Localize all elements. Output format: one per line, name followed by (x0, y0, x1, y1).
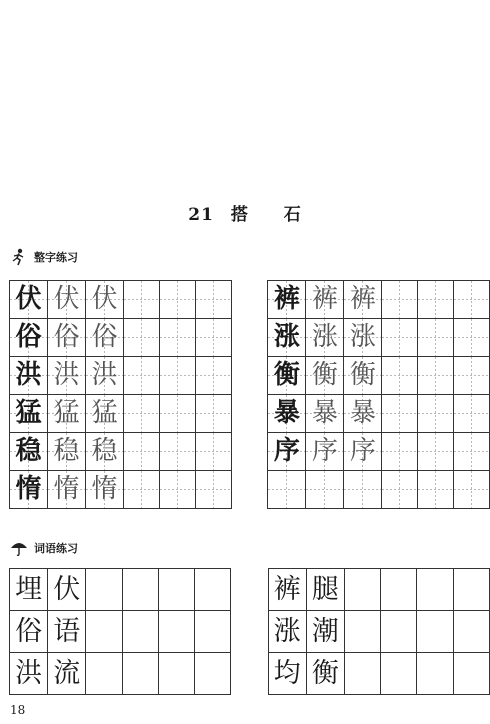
practice-cell[interactable] (159, 395, 195, 433)
practice-cell[interactable] (418, 395, 454, 433)
word-character: 潮 (311, 616, 339, 647)
word-practice-row (10, 653, 490, 695)
model-character: 涨 (273, 322, 300, 352)
practice-cell (86, 471, 124, 509)
trace-character: 衡 (349, 360, 376, 390)
practice-cell (268, 357, 306, 395)
practice-cell (10, 471, 48, 509)
practice-cell (48, 569, 86, 611)
practice-cell[interactable] (122, 653, 158, 695)
practice-cell[interactable] (418, 357, 454, 395)
practice-cell[interactable] (159, 319, 195, 357)
char-practice-row (10, 357, 490, 395)
practice-cell (306, 281, 344, 319)
practice-cell[interactable] (453, 611, 489, 653)
practice-cell (268, 433, 306, 471)
practice-cell[interactable] (195, 395, 231, 433)
practice-cell[interactable] (86, 611, 122, 653)
practice-cell (86, 433, 124, 471)
grid-separator (231, 653, 268, 695)
practice-cell[interactable] (454, 433, 490, 471)
grid-separator (231, 281, 268, 319)
practice-cell (48, 653, 86, 695)
model-character: 暴 (273, 398, 300, 428)
practice-cell (10, 319, 48, 357)
lesson-title-char-1: 搭 (230, 205, 249, 225)
practice-cell (306, 653, 344, 695)
model-character: 裤 (273, 284, 300, 314)
word-character: 俗 (15, 616, 43, 647)
practice-cell (344, 395, 382, 433)
word-character: 涨 (273, 616, 301, 647)
trace-character: 裤 (311, 284, 338, 314)
practice-cell[interactable] (382, 471, 418, 509)
practice-cell (306, 569, 344, 611)
practice-cell[interactable] (195, 653, 231, 695)
page-number: 18 (10, 703, 26, 717)
practice-cell[interactable] (381, 653, 417, 695)
practice-cell (344, 281, 382, 319)
word-character: 腿 (311, 574, 339, 605)
practice-cell[interactable] (454, 281, 490, 319)
trace-character: 猛 (53, 398, 80, 428)
word-practice-row (10, 569, 490, 611)
practice-cell[interactable] (344, 569, 380, 611)
practice-cell (10, 611, 48, 653)
model-character: 衡 (273, 360, 300, 390)
practice-cell[interactable] (86, 569, 122, 611)
practice-cell (48, 357, 86, 395)
trace-character: 稳 (53, 436, 80, 466)
practice-cell[interactable] (124, 357, 160, 395)
model-character: 惰 (15, 474, 42, 504)
section-header-word-practice (10, 538, 78, 558)
practice-cell[interactable] (344, 653, 380, 695)
practice-cell[interactable] (454, 395, 490, 433)
practice-cell[interactable] (454, 357, 490, 395)
section-label: 词语练习 (34, 542, 78, 555)
model-character: 稳 (15, 436, 42, 466)
practice-cell[interactable] (124, 319, 160, 357)
trace-character: 稳 (91, 436, 118, 466)
char-practice-row (10, 395, 490, 433)
practice-cell[interactable] (418, 319, 454, 357)
practice-cell[interactable] (306, 471, 344, 509)
practice-cell[interactable] (382, 319, 418, 357)
word-character: 伏 (53, 574, 81, 605)
practice-cell[interactable] (86, 653, 122, 695)
practice-cell (86, 357, 124, 395)
practice-cell (48, 395, 86, 433)
practice-cell[interactable] (124, 471, 160, 509)
section-header-char-practice (10, 247, 78, 267)
practice-cell[interactable] (195, 319, 231, 357)
trace-character: 惰 (91, 474, 118, 504)
lesson-title-char-2: 石 (283, 205, 302, 225)
practice-cell[interactable] (417, 653, 453, 695)
practice-cell (268, 569, 306, 611)
lesson-number: 21 (188, 205, 214, 225)
practice-cell[interactable] (344, 471, 382, 509)
practice-cell[interactable] (344, 611, 380, 653)
practice-cell (344, 319, 382, 357)
practice-cell[interactable] (453, 653, 489, 695)
practice-cell[interactable] (159, 357, 195, 395)
grid-separator (231, 357, 268, 395)
trace-character: 暴 (311, 398, 338, 428)
trace-character: 洪 (91, 360, 118, 390)
grid-separator (231, 471, 268, 509)
practice-cell[interactable] (159, 281, 195, 319)
trace-character: 序 (349, 436, 376, 466)
practice-cell (344, 357, 382, 395)
practice-cell[interactable] (124, 281, 160, 319)
practice-cell[interactable] (195, 611, 231, 653)
trace-character: 洪 (53, 360, 80, 390)
trace-character: 猛 (91, 398, 118, 428)
model-character: 猛 (15, 398, 42, 428)
word-character: 语 (53, 616, 81, 647)
trace-character: 俗 (91, 322, 118, 352)
grid-separator (231, 569, 268, 611)
practice-cell (48, 611, 86, 653)
word-character: 衡 (311, 658, 339, 689)
practice-cell[interactable] (382, 357, 418, 395)
practice-cell (48, 471, 86, 509)
lesson-title (0, 200, 490, 225)
practice-cell (48, 433, 86, 471)
practice-cell (344, 433, 382, 471)
trace-character: 伏 (91, 284, 118, 314)
model-character: 洪 (15, 360, 42, 390)
practice-cell[interactable] (195, 471, 231, 509)
word-character: 均 (273, 658, 301, 689)
practice-cell (268, 395, 306, 433)
grid-separator (231, 319, 268, 357)
word-practice-grid (9, 568, 490, 695)
practice-cell (268, 319, 306, 357)
trace-character: 涨 (349, 322, 376, 352)
model-character: 伏 (15, 284, 42, 314)
practice-cell[interactable] (158, 569, 194, 611)
practice-cell[interactable] (158, 611, 194, 653)
practice-cell (10, 653, 48, 695)
char-practice-row (10, 471, 490, 509)
practice-cell (268, 653, 306, 695)
practice-cell[interactable] (124, 433, 160, 471)
word-character: 裤 (273, 574, 301, 605)
practice-cell[interactable] (381, 569, 417, 611)
practice-cell[interactable] (418, 281, 454, 319)
practice-cell[interactable] (122, 611, 158, 653)
model-character: 俗 (15, 322, 42, 352)
word-character: 埋 (15, 574, 43, 605)
practice-cell (306, 433, 344, 471)
practice-cell[interactable] (382, 433, 418, 471)
practice-cell (306, 611, 344, 653)
trace-character: 衡 (311, 360, 338, 390)
practice-cell (306, 357, 344, 395)
practice-cell (268, 611, 306, 653)
practice-cell[interactable] (417, 611, 453, 653)
running-figure-icon (10, 248, 28, 266)
practice-cell (86, 319, 124, 357)
char-practice-row (10, 281, 490, 319)
practice-cell (86, 395, 124, 433)
practice-cell[interactable] (122, 569, 158, 611)
trace-character: 暴 (349, 398, 376, 428)
practice-cell[interactable] (454, 471, 490, 509)
umbrella-icon (10, 539, 28, 557)
practice-cell[interactable] (382, 281, 418, 319)
practice-cell (86, 281, 124, 319)
word-practice-row (10, 611, 490, 653)
practice-cell[interactable] (382, 395, 418, 433)
practice-cell[interactable] (159, 471, 195, 509)
char-practice-grid (9, 280, 490, 509)
practice-cell (10, 395, 48, 433)
word-character: 洪 (15, 658, 43, 689)
practice-cell[interactable] (454, 319, 490, 357)
char-practice-row (10, 319, 490, 357)
practice-cell[interactable] (195, 569, 231, 611)
practice-cell (48, 281, 86, 319)
trace-character: 伏 (53, 284, 80, 314)
grid-separator (231, 395, 268, 433)
grid-separator (231, 433, 268, 471)
practice-cell (268, 281, 306, 319)
trace-character: 裤 (349, 284, 376, 314)
practice-cell[interactable] (453, 569, 489, 611)
grid-separator (231, 611, 268, 653)
practice-cell (48, 319, 86, 357)
practice-cell[interactable] (418, 471, 454, 509)
practice-cell (306, 319, 344, 357)
practice-cell[interactable] (268, 471, 306, 509)
practice-cell[interactable] (195, 433, 231, 471)
trace-character: 序 (311, 436, 338, 466)
practice-cell (10, 281, 48, 319)
practice-cell[interactable] (381, 611, 417, 653)
practice-cell[interactable] (158, 653, 194, 695)
practice-cell[interactable] (195, 281, 231, 319)
practice-cell[interactable] (159, 433, 195, 471)
model-character: 序 (273, 436, 300, 466)
practice-cell[interactable] (124, 395, 160, 433)
practice-cell (10, 433, 48, 471)
word-character: 流 (53, 658, 81, 689)
practice-cell (306, 395, 344, 433)
practice-cell[interactable] (418, 433, 454, 471)
practice-cell[interactable] (195, 357, 231, 395)
section-label: 整字练习 (34, 251, 78, 264)
practice-cell[interactable] (417, 569, 453, 611)
trace-character: 涨 (311, 322, 338, 352)
practice-cell (10, 357, 48, 395)
trace-character: 俗 (53, 322, 80, 352)
trace-character: 惰 (53, 474, 80, 504)
practice-cell (10, 569, 48, 611)
char-practice-row (10, 433, 490, 471)
